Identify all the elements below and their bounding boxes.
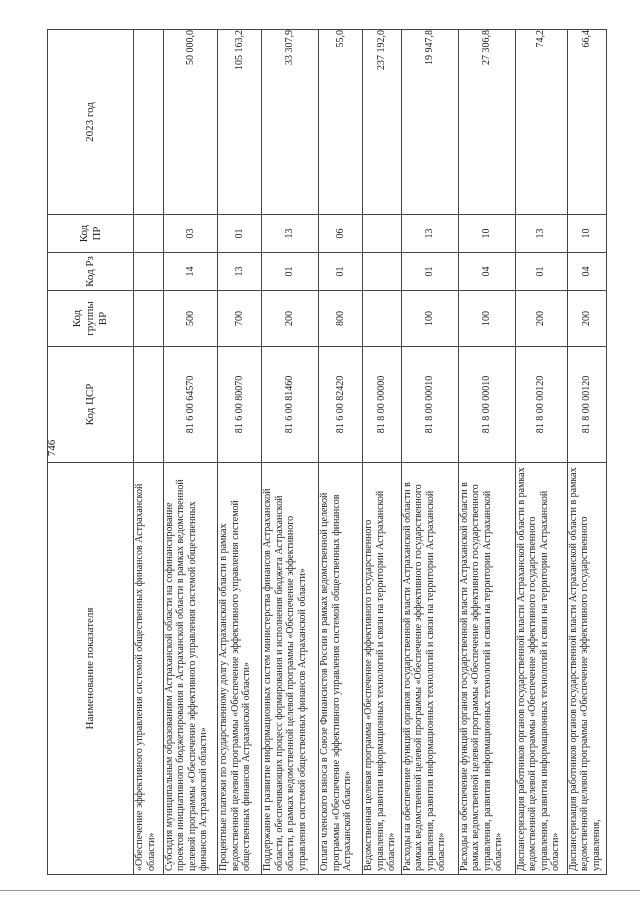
cell-csr: 81 6 00 81460: [262, 347, 319, 463]
cell-vr: 200: [262, 291, 319, 347]
table-row: [567, 30, 607, 875]
cell-name: Оплата членского взноса в Союзе Финансистов России в рамках ведомственной целевой программы «Обеспечение эффективного управления системой общественных финансов Астраханской области»: [319, 463, 363, 875]
cell-name: Субсидия муниципальным образованиям Астраханской области на софинансирование проектов инициативного бюджетирования в Астраханской области в рамках ведомственной целевой программы «Обеспечение эффективного управления системой общественных финансов Астраханской области»: [163, 463, 218, 875]
cell-vr: [134, 291, 164, 347]
cell-amount: 33 307,9: [262, 30, 319, 215]
cell-pr: 01: [218, 215, 262, 253]
cell-name: Диспансеризация работников органов государственной власти Астраханской области в рамках ведомственной целевой программы «Обеспечение эффективного государственного управления, развития информационных технологий и связи на территории Астраханской области»: [515, 463, 567, 875]
cell-pr: 10: [458, 215, 515, 253]
cell-vr: 100: [458, 291, 515, 347]
cell-rz: 01: [401, 253, 458, 291]
cell-csr: 81 8 00 00010: [401, 347, 458, 463]
bottom-rule: [0, 890, 640, 891]
table-row: [319, 30, 363, 875]
cell-name: «Обеспечение эффективного управления системой общественных финансов Астраханской области»: [134, 463, 164, 875]
cell-pr: 13: [401, 215, 458, 253]
cell-csr: 81 6 00 64570: [163, 347, 218, 463]
header-csr: Код ЦСР: [48, 347, 134, 463]
cell-pr: 10: [567, 215, 607, 253]
header-amount: 2023 год: [48, 30, 134, 215]
table-row: [458, 30, 515, 875]
cell-csr: 81 8 00 00010: [458, 347, 515, 463]
cell-vr: 200: [567, 291, 607, 347]
header-row: [48, 30, 134, 875]
cell-csr: 81 8 00 00120: [567, 347, 607, 463]
rotated-table-stage: [47, 30, 607, 875]
cell-name: Ведомственная целевая программа «Обеспечение эффективного государственного управления, развития информационных технологий и связи на территории Астраханской области»: [363, 463, 402, 875]
cell-rz: 04: [458, 253, 515, 291]
cell-csr: 81 8 00 00000: [363, 347, 402, 463]
cell-vr: 700: [218, 291, 262, 347]
cell-name: Диспансеризация работников органов государственной власти Астраханской области в рамках ведомственной целевой программы «Обеспечение эффективного государственного управления,: [567, 463, 607, 875]
cell-csr: 81 6 00 80070: [218, 347, 262, 463]
table-row: [218, 30, 262, 875]
cell-vr: [363, 291, 402, 347]
cell-amount: 66,4: [567, 30, 607, 215]
table-row: [163, 30, 218, 875]
cell-vr: 200: [515, 291, 567, 347]
cell-rz: 14: [163, 253, 218, 291]
header-vr: Код группы ВР: [48, 291, 134, 347]
cell-csr: 81 6 00 82420: [319, 347, 363, 463]
cell-name: Расходы на обеспечение функций органов государственной власти Астраханской области в рамках ведомственной целевой программы «Обеспечение эффективного государственного управления, развития информационных технологий и связи на территории Астраханской области»: [458, 463, 515, 875]
cell-pr: 03: [163, 215, 218, 253]
rotated-table-wrapper: [47, 30, 607, 875]
table-row: [134, 30, 164, 875]
cell-vr: 800: [319, 291, 363, 347]
cell-csr: [134, 347, 164, 463]
cell-rz: 01: [262, 253, 319, 291]
budget-table: [47, 29, 607, 875]
cell-name: Процентные платежи по государственному долгу Астраханской области в рамках ведомственной целевой программы «Обеспечение эффективного управления системой общественных финансов Астраханской области»: [218, 463, 262, 875]
table-row: [401, 30, 458, 875]
header-rz: Код Рз: [48, 253, 134, 291]
cell-pr: 06: [319, 215, 363, 253]
cell-name: Поддержание и развитие информационных систем министерства финансов Астраханской области, обеспечивающих процесс формирования и исполнения бюджета Астраханской области, в рамках ведомственной целевой программы «Обеспечение эффективного управления системой общественных финансов Астраханской области»: [262, 463, 319, 875]
cell-pr: 13: [515, 215, 567, 253]
cell-amount: 105 163,2: [218, 30, 262, 215]
cell-rz: 01: [515, 253, 567, 291]
cell-rz: 01: [319, 253, 363, 291]
cell-amount: 50 000,0: [163, 30, 218, 215]
table-row: [363, 30, 402, 875]
header-name: Наименование показателя: [48, 463, 134, 875]
cell-rz: 13: [218, 253, 262, 291]
cell-csr: 81 8 00 00120: [515, 347, 567, 463]
cell-amount: 74,2: [515, 30, 567, 215]
cell-pr: [363, 215, 402, 253]
cell-amount: 55,0: [319, 30, 363, 215]
cell-pr: [134, 215, 164, 253]
page-number: 746: [46, 439, 58, 457]
cell-amount: 27 306,8: [458, 30, 515, 215]
cell-amount: [134, 30, 164, 215]
cell-pr: 13: [262, 215, 319, 253]
header-pr: Код ПР: [48, 215, 134, 253]
cell-amount: 19 947,8: [401, 30, 458, 215]
cell-rz: [363, 253, 402, 291]
table-row: [515, 30, 567, 875]
cell-vr: 500: [163, 291, 218, 347]
cell-name: Расходы на обеспечение функций органов государственной власти Астраханской области в рамках ведомственной целевой программы «Обеспечение эффективного государственного управления, развития информационных технологий и связи на территории Астраханской области»: [401, 463, 458, 875]
table-row: [262, 30, 319, 875]
cell-vr: 100: [401, 291, 458, 347]
cell-rz: 04: [567, 253, 607, 291]
cell-rz: [134, 253, 164, 291]
cell-amount: 237 192,0: [363, 30, 402, 215]
